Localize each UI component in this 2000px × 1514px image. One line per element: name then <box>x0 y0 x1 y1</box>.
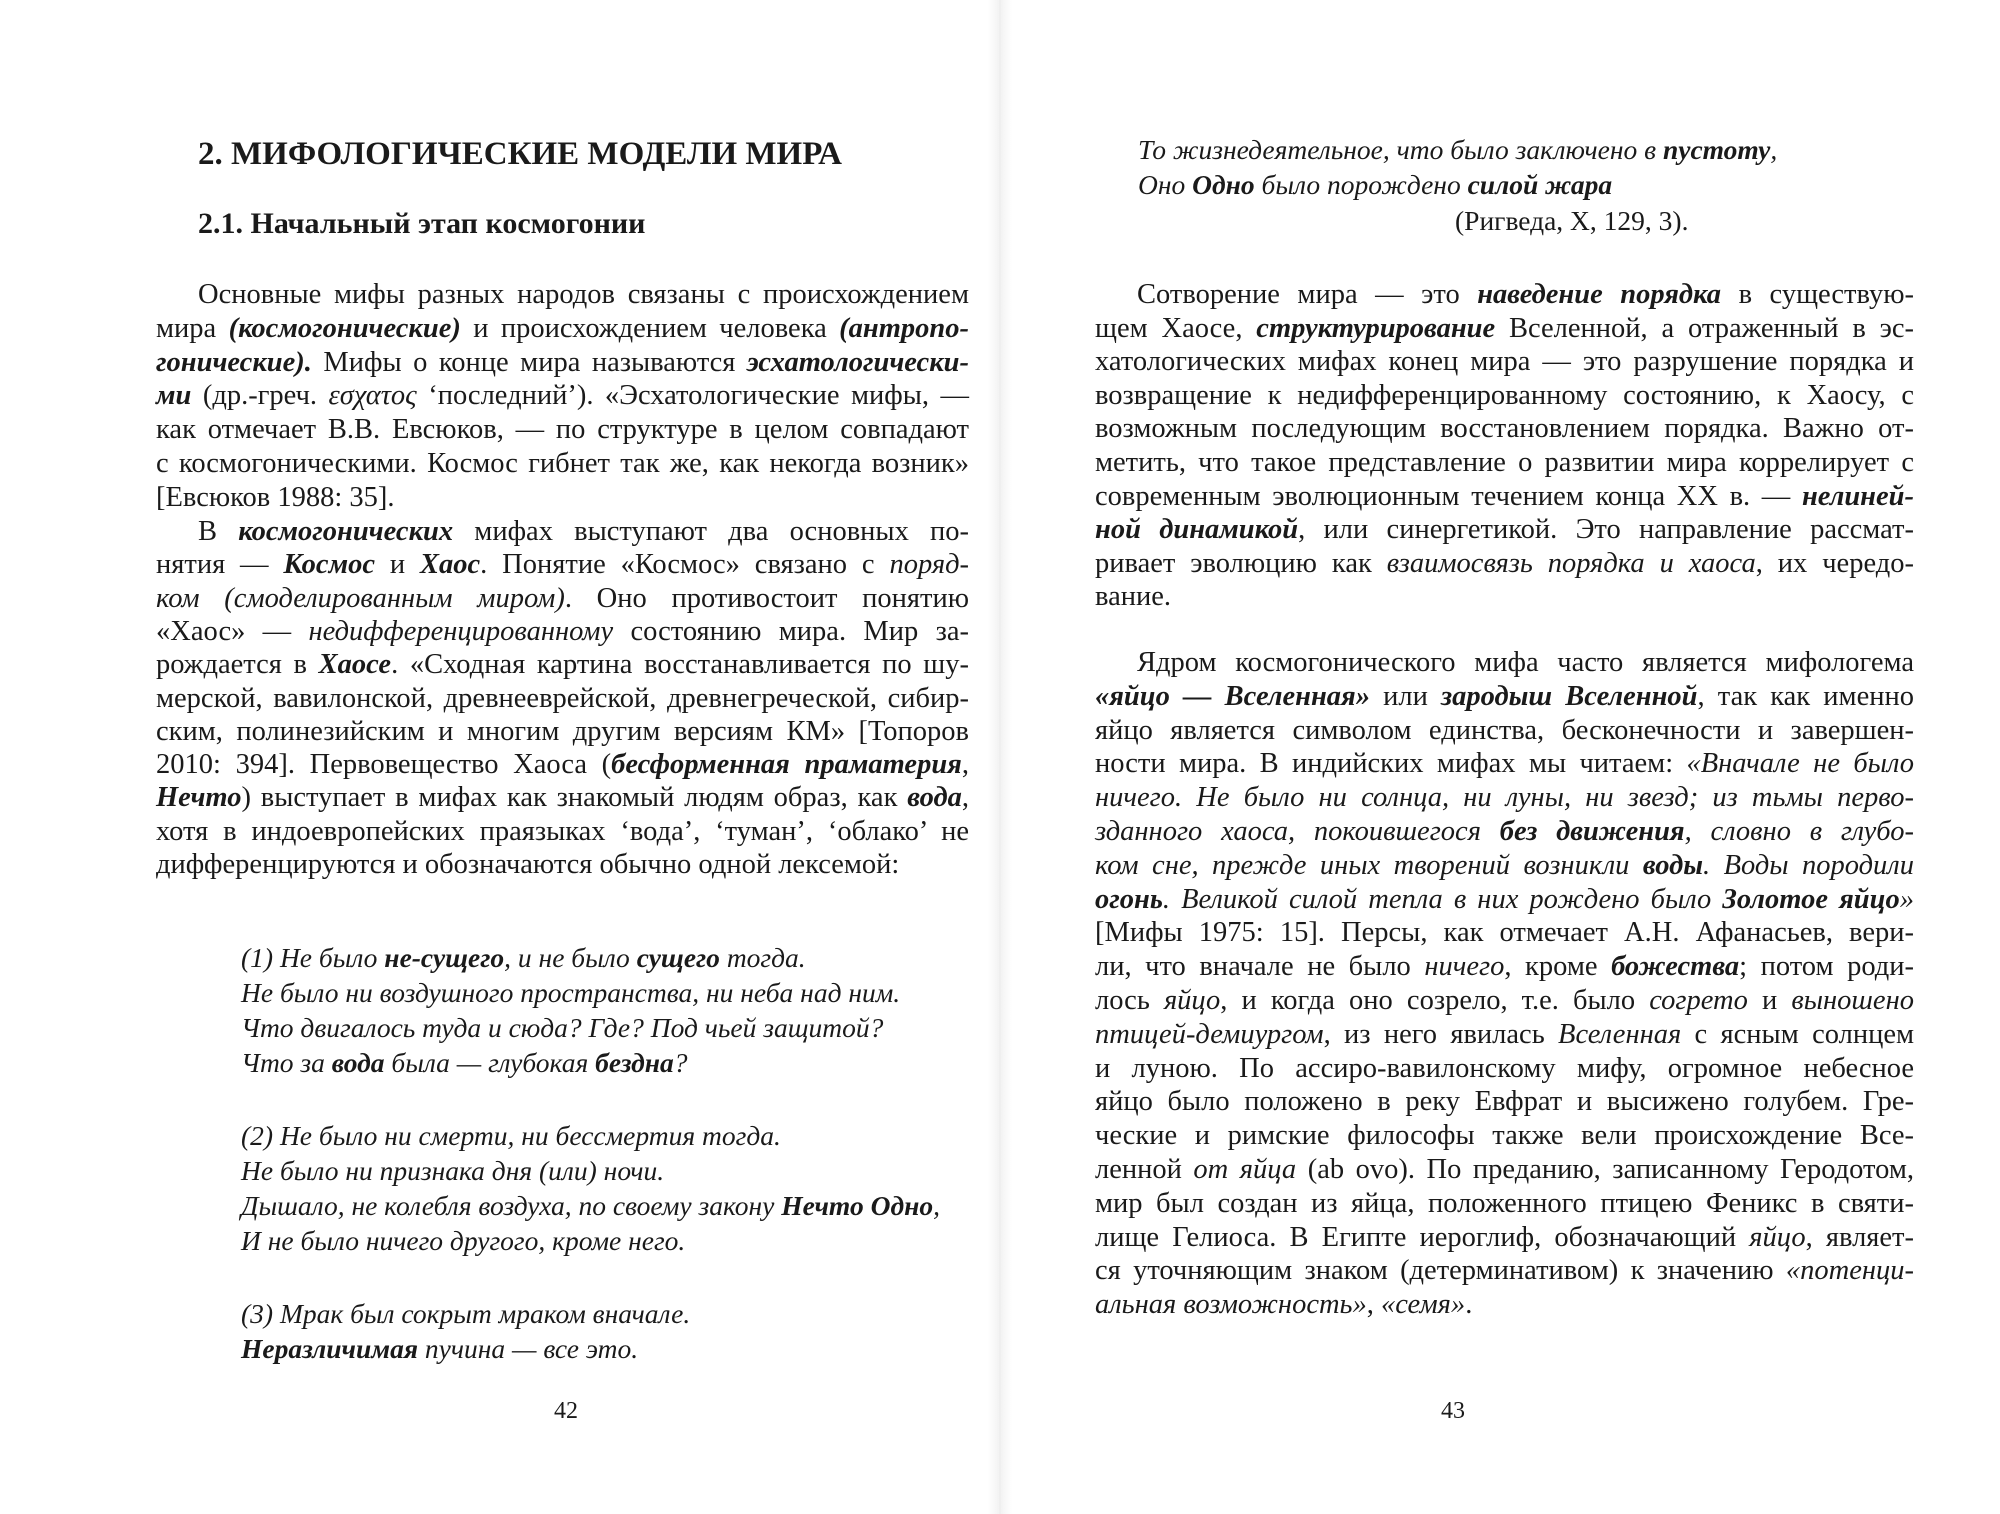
bold-run: (антропо- <box>839 312 969 344</box>
text-run: ским, полинезийским и многим другим версиям КМ» [Топоров <box>156 715 969 747</box>
text-line <box>1095 513 1914 549</box>
verse-line <box>241 1332 638 1368</box>
text-run: и происхождением человека <box>460 312 840 344</box>
italic-run: согрето <box>1649 985 1748 1016</box>
text-line <box>1095 412 1914 448</box>
text-run: 2010: 394]. Первовещество Хаоса ( <box>156 749 612 781</box>
text-line <box>1095 1085 1914 1121</box>
bold-run: нелиней- <box>1801 480 1914 512</box>
text-line <box>156 379 969 415</box>
text-line <box>1095 950 1914 986</box>
bold-run: без движения <box>1499 816 1685 847</box>
text-line <box>1095 1254 1914 1290</box>
text-run: хотя в индоевропейских праязыках ‘вода’, ‘туман’, ‘облако’ не <box>156 815 969 847</box>
text-line <box>156 848 969 884</box>
text-run: (ab ovo). По преданию, записанному Геродотом, <box>1296 1154 1914 1185</box>
bold-run: «яйцо — Вселенная» <box>1095 680 1370 712</box>
text-run: яйцо является символом единства, бесконечности и завершен- <box>1095 714 1914 746</box>
text-run: хатологических мифах конец мира — это разрушение порядка и <box>1095 346 1914 378</box>
italic-run: ком (смоделированным миром) <box>156 582 565 614</box>
text-run: ности мира. В индийских мифах мы читаем: <box>1095 748 1687 780</box>
italic-run: выношено <box>1791 985 1914 1016</box>
text-run: и <box>1747 985 1792 1016</box>
text-run: вание. <box>1095 581 1172 613</box>
text-run: То жизнедеятельное, что было заключено в <box>1138 134 1663 165</box>
text-run: И не было ничего другого, кроме него. <box>241 1225 686 1256</box>
text-line <box>1095 849 1914 885</box>
bold-run: сущего <box>636 942 720 973</box>
text-line <box>1095 1288 1914 1324</box>
text-run: ; потом роди- <box>1739 951 1914 983</box>
text-run: ли, что вначале не было <box>1095 951 1425 983</box>
text-run: яйцо было положено в реку Евфрат и высижено голубем. Гре- <box>1095 1086 1914 1118</box>
italic-run: недифференцированному <box>308 615 614 647</box>
text-line <box>1137 646 1914 682</box>
text-line <box>156 648 969 684</box>
text-line <box>156 615 969 651</box>
text-run: . Оно противостоит понятию <box>564 582 969 614</box>
section-heading: 2.1. Начальный этап космогонии <box>198 207 646 240</box>
italic-run: » <box>1899 883 1914 915</box>
text-run: , и не было <box>504 942 637 973</box>
text-run: , и когда оно созрело, т.е. было <box>1220 985 1650 1016</box>
right-page <box>1000 0 2000 1514</box>
verse-line <box>1138 133 1777 169</box>
text-run: мир был создан из яйца, положенного птицею Феникс в святи- <box>1095 1187 1914 1219</box>
text-line <box>1095 1052 1914 1088</box>
text-run: возвращение к недифференцированному состоянию, к Хаосу, с <box>1095 379 1914 411</box>
italic-run: «потенци- <box>1785 1255 1914 1287</box>
text-line <box>1137 278 1914 314</box>
text-run: и луною. По ассиро-вавилонскому мифу, огромное небесное <box>1095 1052 1914 1084</box>
text-run: с ясным солнцем <box>1681 1018 1915 1050</box>
bold-run: пустоту <box>1662 134 1771 165</box>
bold-run: бесформенная праматерия <box>611 749 962 781</box>
text-run: метить, что такое представление о развитии мира коррелирует с <box>1095 447 1914 478</box>
text-run: мерской, вавилонской, древнееврейской, древнегреческой, сибир- <box>156 682 969 714</box>
text-run: мира <box>156 312 229 344</box>
text-run: , <box>1366 1289 1382 1321</box>
bold-run: Космос <box>283 549 375 581</box>
text-line <box>1095 446 1914 482</box>
text-run: или <box>1369 680 1441 712</box>
text-line <box>156 748 969 784</box>
text-run: Ядром космогонического мифа часто является мифологема <box>1137 647 1914 678</box>
bold-run: Золотое яйцо <box>1722 883 1900 915</box>
text-run: . <box>1465 1289 1473 1321</box>
italic-run: альная возможность» <box>1095 1289 1367 1321</box>
bold-run: воды <box>1642 849 1703 881</box>
bold-run: Неразличимая <box>241 1333 419 1364</box>
verse-line <box>241 1224 685 1260</box>
bold-run: Одно <box>1192 169 1255 200</box>
text-line <box>1095 1221 1914 1257</box>
text-line <box>1095 883 1914 919</box>
bold-run: зародыш Вселенной <box>1441 680 1698 712</box>
bold-run: ной динамикой <box>1095 514 1299 546</box>
text-run: , или синергетикой. Это направление рассмат- <box>1298 514 1914 546</box>
italic-run: Вселенная <box>1558 1018 1682 1050</box>
text-run: Дышало, не колебля воздуха, по своему закону <box>241 1190 782 1221</box>
text-line <box>1095 1187 1914 1223</box>
text-run: была — глубокая <box>384 1047 596 1078</box>
text-run: Вселенной, а отраженный в эс- <box>1495 312 1914 344</box>
text-line <box>1095 1153 1914 1189</box>
text-run: ся уточняющим знаком (детерминативом) к значению <box>1095 1255 1786 1287</box>
text-run: ) выступает в мифах как знакомый людям образ, как <box>241 782 908 814</box>
text-line <box>156 548 969 584</box>
text-run: тогда. <box>719 942 806 973</box>
italic-run: взаимосвязь порядка и хаоса <box>1386 547 1756 579</box>
text-line <box>156 346 969 382</box>
text-line <box>1095 916 1914 952</box>
verse-line <box>241 1119 781 1155</box>
text-run: ривает эволюцию как <box>1095 547 1387 579</box>
page-number-right: 43 <box>1441 1398 1465 1424</box>
verse-line <box>241 1046 687 1082</box>
text-run: Основные мифы разных народов связаны с происхождением <box>198 279 969 310</box>
text-run: в существую- <box>1721 279 1914 310</box>
chapter-heading: 2. МИФОЛОГИЧЕСКИЕ МОДЕЛИ МИРА <box>198 136 842 172</box>
text-run: . «Сходная картина восстанавливается по шу- <box>391 649 969 681</box>
text-line <box>156 481 969 517</box>
text-run: , <box>933 1190 940 1221</box>
bold-run: огонь <box>1095 883 1163 915</box>
text-line <box>156 413 969 449</box>
text-run: [Мифы 1975: 15]. Персы, как отмечает А.Н. Афанасьев, вери- <box>1095 917 1914 949</box>
text-run: ческие и римские философы также вели происхождение Все- <box>1095 1120 1914 1152</box>
bold-run: силой жара <box>1467 169 1613 200</box>
text-run: , <box>961 782 969 814</box>
text-run: Не было ни признака дня (или) ночи. <box>241 1155 665 1186</box>
verse-line <box>241 1189 940 1225</box>
text-run: Мифы о конце мира называются <box>311 346 747 378</box>
bold-run: бездна <box>595 1047 674 1078</box>
bold-run: вода <box>907 782 962 814</box>
text-line <box>1095 1018 1914 1054</box>
bold-run: вода <box>331 1047 385 1078</box>
text-run: , так как именно <box>1697 680 1914 712</box>
italic-run: поряд- <box>889 549 969 581</box>
text-line <box>156 682 969 718</box>
text-run: (др.-греч. <box>191 380 329 412</box>
text-line <box>198 515 969 551</box>
verse-line <box>241 1011 883 1047</box>
text-run: рождается в <box>156 649 319 681</box>
text-line <box>156 312 969 348</box>
text-line <box>1095 815 1914 851</box>
text-run: как отмечает В.В. Евсюков, — по структуре в целом совпадают <box>156 414 969 446</box>
text-run: и <box>375 549 420 581</box>
text-run: Что за <box>241 1047 332 1078</box>
text-run: , <box>1770 134 1778 165</box>
text-run: ? <box>673 1047 688 1078</box>
text-run: , кроме <box>1504 951 1612 983</box>
italic-run: птицей-демиургом <box>1095 1018 1324 1050</box>
text-run: мифах выступают два основных по- <box>453 516 969 547</box>
text-line <box>1095 714 1914 750</box>
text-run: Что двигалось туда и сюда? Где? Под чьей защитой? <box>241 1012 884 1043</box>
bold-run: Хаос <box>420 549 481 581</box>
bold-run: божества <box>1611 951 1740 983</box>
bold-run: наведение порядка <box>1477 279 1722 310</box>
text-run: ‘последний’). «Эсхатологические мифы, — <box>416 380 969 412</box>
text-run: «Хаос» — <box>156 615 309 647</box>
text-run: было порождено <box>1254 169 1468 200</box>
text-run: В <box>198 516 239 547</box>
bold-run: эсхатологически- <box>746 346 969 378</box>
text-run: состоянию мира. Мир за- <box>613 615 969 647</box>
text-run: Оно <box>1138 169 1193 200</box>
page-number-left: 42 <box>554 1398 578 1424</box>
text-line <box>156 447 969 483</box>
verse-line <box>1138 168 1612 204</box>
italic-run: зданного хаоса, покоившегося <box>1095 816 1500 847</box>
italic-run: «Вначале не было <box>1686 748 1914 780</box>
italic-run: , словно в глубо- <box>1684 816 1914 847</box>
text-line <box>1095 984 1914 1020</box>
italic-run: ничего <box>1424 951 1505 983</box>
text-run: щем Хаосе, <box>1095 312 1257 344</box>
text-line <box>1095 379 1914 415</box>
italic-run: ничего. Не было ни солнца, ни луны, ни звезд; из тьмы перво- <box>1095 782 1914 814</box>
bold-run: ми <box>156 380 192 412</box>
text-run: . Понятие «Космос» связано с <box>480 549 890 581</box>
text-run: , <box>961 749 969 781</box>
bold-run: (космогонические) <box>228 312 461 344</box>
text-run: пучина — все это. <box>418 1333 639 1364</box>
verse-line <box>241 941 806 977</box>
text-run: [Евсюков 1988: 35]. <box>156 481 395 513</box>
text-run: дифференцируются и обозначаются обычно одной лексемой: <box>156 849 900 880</box>
text-line <box>156 582 969 618</box>
text-run: Сотворение мира — это <box>1137 279 1478 310</box>
bold-run: Нечто <box>156 782 242 814</box>
text-run: современным эволюционным течением конца XX в. — <box>1095 480 1802 512</box>
text-run: Не было ни воздушного пространства, ни неба над ним. <box>241 977 901 1008</box>
verse-line <box>241 976 900 1012</box>
bold-run: Нечто Одно <box>781 1190 934 1221</box>
text-line <box>1095 747 1914 783</box>
text-line <box>1095 480 1914 516</box>
bold-run: структурирование <box>1256 312 1496 344</box>
bold-run: космогонических <box>238 516 454 547</box>
text-line <box>1095 781 1914 817</box>
text-line <box>1095 312 1914 348</box>
bold-run: Хаосе <box>318 649 392 681</box>
italic-run: . Великой силой тепла в них рождено было <box>1162 883 1723 915</box>
text-line <box>1095 345 1914 381</box>
text-run: (3) Мрак был сокрыт мраком вначале. <box>241 1298 691 1329</box>
text-run: (1) Не было <box>241 942 385 973</box>
italic-run: от яйца <box>1193 1154 1297 1185</box>
text-run: возможным последующим восстановлением порядка. Важно от- <box>1095 413 1914 445</box>
italic-run: εσχατος <box>328 380 417 412</box>
italic-run: яйцо <box>1749 1221 1806 1253</box>
text-run: (2) Не было ни смерти, ни бессмертия тогда. <box>241 1120 781 1151</box>
text-line <box>1095 547 1914 583</box>
text-run: нятия — <box>156 549 284 581</box>
text-run: , являет- <box>1805 1221 1914 1253</box>
verse-line <box>241 1297 690 1333</box>
text-line <box>1095 580 1914 616</box>
italic-run: яйцо <box>1163 985 1221 1016</box>
italic-run: «семя» <box>1381 1289 1466 1321</box>
italic-run: . Воды породили <box>1703 849 1914 881</box>
verse-line <box>241 1154 664 1190</box>
text-run: лось <box>1095 985 1164 1016</box>
text-run: , их чередо- <box>1755 547 1914 579</box>
text-line <box>1095 1119 1914 1155</box>
text-line <box>1095 680 1914 716</box>
text-line <box>156 815 969 851</box>
text-run: ленной <box>1095 1154 1194 1185</box>
text-run: с космогоническими. Космос гибнет так же, как некогда возник» <box>156 448 969 479</box>
bold-run: гонические). <box>156 346 312 378</box>
text-line <box>198 278 969 314</box>
text-run: лище Гелиоса. В Египте иероглиф, обозначающий <box>1095 1221 1750 1253</box>
text-line <box>156 781 969 817</box>
text-line <box>156 715 969 751</box>
verse-citation: (Ригведа, X, 129, 3). <box>1455 205 1689 236</box>
text-run: , из него явилась <box>1323 1018 1559 1050</box>
bold-run: не-сущего <box>384 942 505 973</box>
italic-run: ком сне, прежде иных творений возникли <box>1095 849 1643 881</box>
